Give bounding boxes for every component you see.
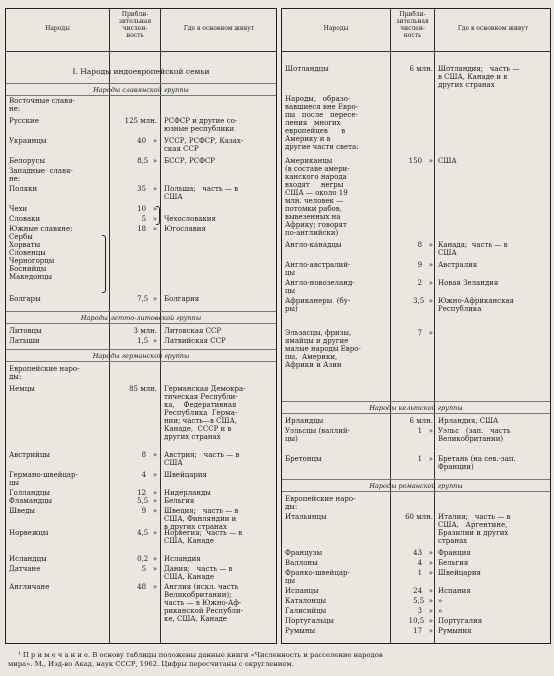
header-number-right: Прибли- зительная числен- ность (396, 11, 429, 39)
people-cell: Бретонцы (285, 455, 322, 463)
people-cell: Южные славяне: Сербы Хорваты Словенцы Черногорцы Боснийцы Македонцы (9, 225, 73, 281)
people-cell: Европейские наро- ды: (9, 365, 80, 381)
people-cell: Австрийцы (9, 451, 50, 459)
location-cell: Уэльс (зап. часть Великобритании) (438, 427, 511, 443)
location-cell: УССР, РСФСР, Казах- ская ССР (164, 137, 244, 153)
people-cell: Чехи (9, 205, 28, 213)
people-cell: Испанцы (285, 587, 319, 595)
number-cell: 9 » (417, 261, 433, 269)
people-cell: Немцы (9, 385, 35, 393)
location-cell: Чехословакия (164, 215, 216, 223)
ethnic-table-right (281, 8, 551, 644)
location-cell: Болгария (164, 295, 200, 303)
people-cell: Восточные славя- не: (9, 97, 75, 113)
people-cell: Датчане (9, 565, 41, 573)
people-cell: Исландцы (9, 555, 47, 563)
footnote-line-2: мира». М., Изд-во Акад. наук СССР, 1962. Цифры пересчитаны с округлением. (8, 660, 294, 668)
location-cell: Норвегия; часть — в США, Канаде (164, 529, 243, 545)
people-cell: Франко-швейцар- цы (285, 569, 350, 585)
brace-czech-slovak (156, 206, 160, 225)
location-cell: Бретань (на сев.-зап. Франции) (438, 455, 516, 471)
location-cell: » (438, 607, 443, 615)
people-cell: Англо-канадцы (285, 241, 342, 249)
location-cell: Латвийская ССР (164, 337, 226, 345)
number-cell: 1,5 » (137, 337, 157, 345)
location-cell: Новая Зеландия (438, 279, 499, 287)
group-title-baltic: Народы летто-литовской группы (80, 314, 202, 322)
location-cell: Бельгия (438, 559, 469, 567)
group-title-celtic: Народы кельтской группы (369, 404, 463, 412)
number-cell: 5 » (141, 215, 157, 223)
number-cell: 150 » (408, 157, 433, 165)
header-where-right: Где в основном живут (457, 25, 529, 32)
people-cell: Англо-австралий- цы (285, 261, 351, 277)
location-cell: РСФСР и другие со- юзные республики (164, 117, 238, 133)
number-cell: 85 млн. (129, 385, 157, 393)
location-cell: Ирландия, США (438, 417, 499, 425)
location-cell: Швеция; часть — в США, Финляндии и в других странах (164, 507, 239, 531)
people-cell: Украинцы (9, 137, 47, 145)
number-cell: 3 » (417, 607, 433, 615)
number-cell: 1 » (417, 427, 433, 435)
number-cell: 125 млн. (124, 117, 157, 125)
people-cell: Германо-швейцар- цы (9, 471, 78, 487)
people-cell: Болгары (9, 295, 41, 303)
people-cell: Каталонцы (285, 597, 327, 605)
footnote (8, 651, 548, 669)
location-cell: Бельгия (164, 497, 195, 505)
people-cell: Фламандцы (9, 497, 53, 505)
people-cell: Валлоны (285, 559, 318, 567)
group-title-germanic: Народы германской группы (92, 352, 190, 360)
number-cell: 40 » (137, 137, 157, 145)
people-cell: Литовцы (9, 327, 42, 335)
location-cell: Англия (искл. часть Великобритании); часть — в Южно-Аф- риканской Республи- ке, США, Канаде (164, 583, 244, 623)
location-cell: Польша; часть — в США (164, 185, 239, 201)
people-cell: Галисийцы (285, 607, 327, 615)
number-cell: 8,5 » (137, 157, 157, 165)
people-cell: Англо-новозеланд- цы (285, 279, 355, 295)
location-cell: Литовская ССР (164, 327, 222, 335)
people-cell: Англичане (9, 583, 50, 591)
people-cell: Западные славя- не: (9, 167, 73, 183)
number-cell: 48 » (137, 583, 157, 591)
number-cell: 24 » (413, 587, 433, 595)
people-cell: Белорусы (9, 157, 46, 165)
number-cell: 60 млн. (405, 513, 433, 521)
brace-south-slavs (102, 235, 106, 293)
location-cell: БССР, РСФСР (164, 157, 215, 165)
people-cell: Норвежцы (9, 529, 49, 537)
number-cell: 8 » (417, 241, 433, 249)
people-cell: Голландцы (9, 489, 50, 497)
number-cell: 10,5 » (408, 617, 433, 625)
number-cell: 3 млн. (133, 327, 157, 335)
header-number: Прибли- зительная числен- ность (118, 11, 152, 39)
people-cell: Шотландцы (285, 65, 329, 73)
ethnic-table-left (5, 8, 277, 644)
number-cell: 1 » (417, 569, 433, 577)
people-cell: Народы, образо- вавшиеся вне Евро- пы после пересе- ления многих европейцев в Америку и в другие части света: (285, 95, 359, 151)
number-cell: 5 » (141, 565, 157, 573)
people-cell: Африканеры (бу- ры) (285, 297, 351, 313)
number-cell: 6 млн. (409, 417, 433, 425)
people-cell: Словаки (9, 215, 41, 223)
people-cell: Французы (285, 549, 323, 557)
number-cell: 35 » (137, 185, 157, 193)
location-cell: Южно-Африканская Республика (438, 297, 515, 313)
number-cell: 5,5 » (413, 597, 433, 605)
people-cell: Ирландцы (285, 417, 324, 425)
people-cell: Португальцы (285, 617, 334, 625)
header-where: Где в основном живут (183, 25, 255, 32)
people-cell: Итальянцы (285, 513, 327, 521)
number-cell: 7,5 » (137, 295, 157, 303)
location-cell: Италия; часть — в США, Аргентине, Бразилии и других странах (438, 513, 511, 545)
location-cell: Исландия (164, 555, 201, 563)
number-cell: 43 » (413, 549, 433, 557)
number-cell: 17 » (413, 627, 433, 635)
location-cell: Шотландия; часть — в США, Канаде и в других странах (438, 65, 520, 89)
location-cell: Дания; часть — в США, Канаде (164, 565, 233, 581)
number-cell: 5,5 » (137, 497, 157, 505)
location-cell: Швейцария (438, 569, 481, 577)
number-cell: 4 » (141, 471, 157, 479)
people-cell: Эльзасцы, фризы, ямайцы и другие малые народы Евро- пы, Америки, Африки и Азии (285, 329, 361, 369)
people-cell: Шведы (9, 507, 35, 515)
group-title-romance: Народы романской группы (369, 482, 463, 490)
number-cell: 7 » (417, 329, 433, 337)
location-cell: Румыния (438, 627, 472, 635)
number-cell: 9 » (141, 507, 157, 515)
location-cell: Швейцария (164, 471, 207, 479)
location-cell: » (438, 597, 443, 605)
header-people: Народы (45, 25, 70, 32)
number-cell: 1 » (417, 455, 433, 463)
location-cell: Португалия (438, 617, 483, 625)
location-cell: США (438, 157, 457, 165)
location-cell: Франция (438, 549, 471, 557)
number-cell: 4 » (417, 559, 433, 567)
people-cell: Американцы (в составе амери- канского народа входят негры США — около 19 млн. человек — потомки рабов, вывезенных на Африку; говорят по-английски) (285, 157, 350, 237)
people-cell: Уэльсцы (валлий- цы) (285, 427, 350, 443)
people-cell: Поляки (9, 185, 38, 193)
location-cell: Канада; часть — в США (438, 241, 508, 257)
number-cell: 2 » (417, 279, 433, 287)
location-cell: Нидерланды (164, 489, 211, 497)
number-cell: 6 млн. (409, 65, 433, 73)
location-cell: Югославия (164, 225, 206, 233)
location-cell: Испания (438, 587, 471, 595)
people-cell: Румыны (285, 627, 316, 635)
number-cell: 18 » (137, 225, 157, 233)
number-cell: 8 » (141, 451, 157, 459)
people-cell: Европейские наро- ды: (285, 495, 356, 511)
people-cell: Латыши (9, 337, 40, 345)
number-cell: 12 » (137, 489, 157, 497)
number-cell: 3,5 » (413, 297, 433, 305)
number-cell: 0,2 » (137, 555, 157, 563)
group-title-slavic: Народы славянской группы (93, 86, 189, 94)
location-cell: Австрия; часть — в США (164, 451, 240, 467)
section-title: I. Народы индоевропейской семьи (72, 67, 210, 76)
number-cell: 4,5 » (137, 529, 157, 537)
location-cell: Австралия (438, 261, 478, 269)
people-cell: Русские (9, 117, 39, 125)
number-cell: 10 » (137, 205, 157, 213)
footnote-line-1: ¹ П р и м е ч а н и е. В основу таблицы положены данные книги «Численность и расселение народов (18, 651, 383, 659)
header-people-right: Народы (323, 25, 349, 32)
location-cell: Германская Демокра- тическая Республи- ка, Федеративная Республика Герма- нии; часть—в США, Канаде, СССР и в других странах (164, 385, 246, 441)
